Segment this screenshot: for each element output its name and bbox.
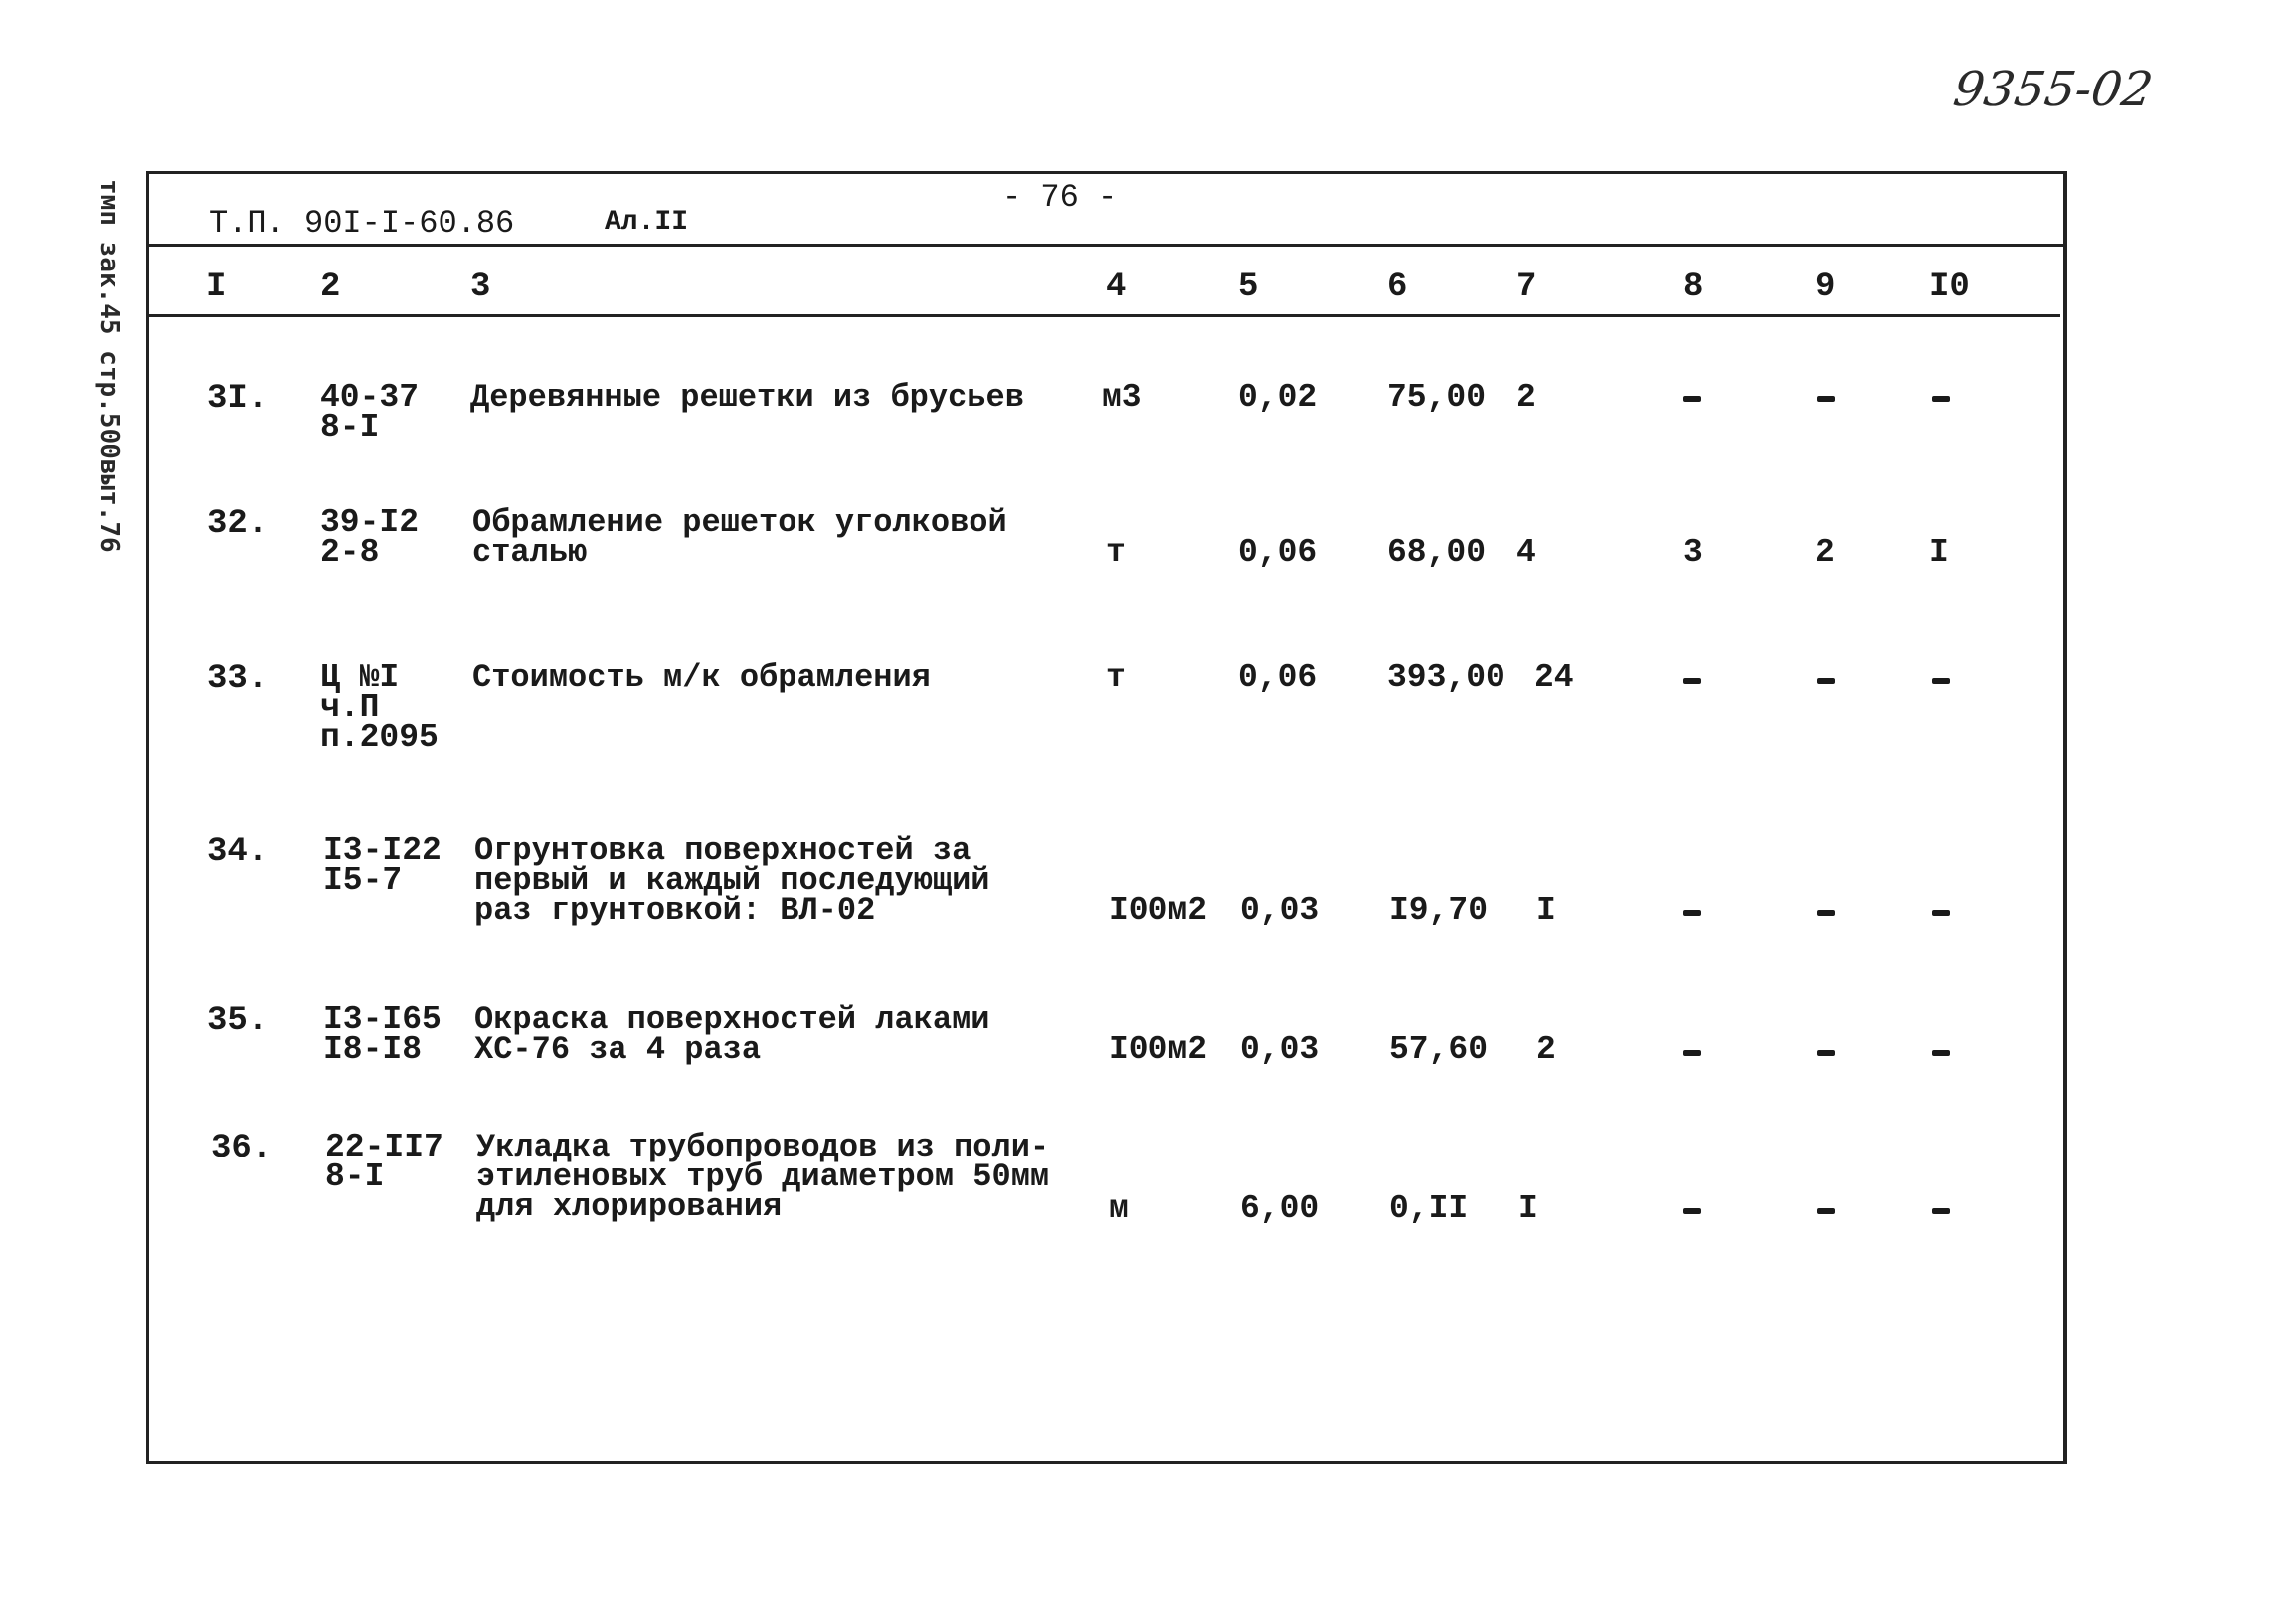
row-description-line: первый и каждый последующий <box>474 862 990 899</box>
row-code-line: 39-I2 <box>320 504 420 541</box>
col-header-6: 6 <box>1387 268 1408 306</box>
col-header-2: 2 <box>320 268 341 306</box>
row-col8-dash <box>1683 1050 1701 1056</box>
row-col9-dash <box>1817 1050 1835 1056</box>
col-header-9: 9 <box>1815 268 1836 306</box>
margin-note: тмп зак.45 стр.500выт.76 <box>94 179 124 553</box>
row-number: 34. <box>207 833 268 871</box>
col-header-1: I <box>206 268 227 306</box>
row-description-line: Огрунтовка поверхностей за <box>474 832 971 869</box>
row-col10: I <box>1929 534 1949 571</box>
row-number: 3I. <box>207 380 268 418</box>
row-quantity: 0,02 <box>1238 379 1318 416</box>
row-description-line: Деревянные решетки из брусьев <box>470 379 1024 416</box>
document-frame <box>146 171 2067 1464</box>
col-header-3: 3 <box>470 268 491 306</box>
row-quantity: 0,06 <box>1238 534 1318 571</box>
row-col7: I <box>1536 892 1556 929</box>
row-description-line: ХС-76 за 4 раза <box>474 1031 762 1068</box>
row-col8-dash <box>1683 910 1701 916</box>
handwritten-archive-number: 9355-02 <box>1950 62 2157 117</box>
row-number: 36. <box>211 1130 272 1167</box>
page-number: - 76 - <box>1002 179 1118 216</box>
row-quantity: 0,06 <box>1238 659 1318 696</box>
row-code-line: 8-I <box>325 1158 385 1195</box>
row-code-line: ч.П <box>320 689 380 726</box>
row-description-line: этиленовых труб диаметром 50мм <box>476 1158 1050 1195</box>
row-col8-dash <box>1683 1208 1701 1214</box>
row-price: 393,00 <box>1387 659 1505 696</box>
row-description-line: для хлорирования <box>476 1188 783 1225</box>
row-col9-dash <box>1817 678 1835 684</box>
row-price: 68,00 <box>1387 534 1487 571</box>
row-number: 35. <box>207 1002 268 1040</box>
row-col9-dash <box>1817 396 1835 402</box>
row-description-line: Окраска поверхностей лаками <box>474 1001 990 1038</box>
row-description-line: сталью <box>472 534 588 571</box>
row-description-line: Обрамление решеток уголковой <box>472 504 1007 541</box>
row-code-line: I5-7 <box>323 862 403 899</box>
row-unit: I00м2 <box>1109 892 1208 929</box>
row-code-line: I3-I22 <box>323 832 442 869</box>
col-header-5: 5 <box>1238 268 1259 306</box>
row-col9-dash <box>1817 910 1835 916</box>
row-col10-dash <box>1932 1208 1950 1214</box>
row-quantity: 0,03 <box>1240 1031 1320 1068</box>
row-unit: т <box>1106 659 1126 696</box>
row-number: 33. <box>207 660 268 698</box>
row-col7: I <box>1518 1190 1538 1227</box>
row-col9: 2 <box>1815 534 1835 571</box>
row-col7: 2 <box>1536 1031 1556 1068</box>
row-col7: 24 <box>1534 659 1574 696</box>
row-code-line: Ц №I <box>320 659 400 696</box>
col-header-4: 4 <box>1106 268 1127 306</box>
row-col10-dash <box>1932 678 1950 684</box>
row-col9-dash <box>1817 1208 1835 1214</box>
row-description-line: Укладка трубопроводов из поли- <box>476 1129 1050 1165</box>
row-unit: м <box>1109 1190 1129 1227</box>
row-unit: т <box>1106 534 1126 571</box>
column-header-divider <box>146 314 2060 317</box>
header-divider <box>146 244 2067 247</box>
row-code-line: 22-II7 <box>325 1129 443 1165</box>
row-number: 32. <box>207 505 268 543</box>
row-code-line: п.2095 <box>320 719 439 756</box>
row-price: I9,70 <box>1389 892 1489 929</box>
row-quantity: 6,00 <box>1240 1190 1320 1227</box>
row-price: 57,60 <box>1389 1031 1489 1068</box>
row-col10-dash <box>1932 396 1950 402</box>
album-label: Ал.II <box>605 207 689 238</box>
row-quantity: 0,03 <box>1240 892 1320 929</box>
row-code-line: 2-8 <box>320 534 380 571</box>
col-header-8: 8 <box>1683 268 1704 306</box>
row-code-line: 40-37 <box>320 379 420 416</box>
row-col8-dash <box>1683 678 1701 684</box>
col-header-10: I0 <box>1929 268 1970 306</box>
row-code-line: I8-I8 <box>323 1031 423 1068</box>
row-col7: 2 <box>1516 379 1536 416</box>
row-col8-dash <box>1683 396 1701 402</box>
row-description-line: Стоимость м/к обрамления <box>472 659 931 696</box>
row-price: 75,00 <box>1387 379 1487 416</box>
row-unit: I00м2 <box>1109 1031 1208 1068</box>
row-code-line: I3-I65 <box>323 1001 442 1038</box>
row-price: 0,II <box>1389 1190 1469 1227</box>
row-col10-dash <box>1932 910 1950 916</box>
row-col7: 4 <box>1516 534 1536 571</box>
row-col8: 3 <box>1683 534 1703 571</box>
doc-code: Т.П. 90I-I-60.86 <box>209 205 515 242</box>
row-unit: м3 <box>1102 379 1142 416</box>
row-col10-dash <box>1932 1050 1950 1056</box>
row-code-line: 8-I <box>320 409 380 445</box>
row-description-line: раз грунтовкой: ВЛ-02 <box>474 892 876 929</box>
col-header-7: 7 <box>1516 268 1537 306</box>
